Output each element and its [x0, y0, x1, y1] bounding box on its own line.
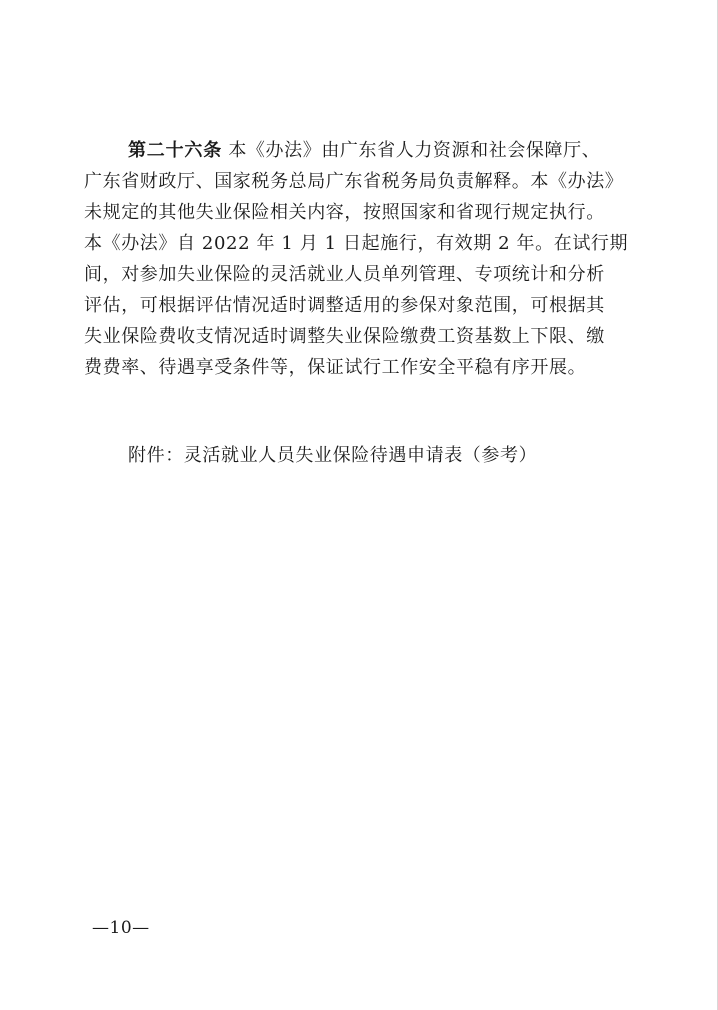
attachment-note: 附件：灵活就业人员失业保险待遇申请表（参考） [128, 445, 538, 466]
article-text-line: 本《办法》自 2022 年 1 月 1 日起施行，有效期 2 年。在试行期 [84, 233, 629, 254]
page-number: —10— [92, 918, 150, 938]
article-text-line: 广东省财政厅、国家税务总局广东省税务局负责解释。本《办法》 [84, 171, 624, 192]
article-first-line [84, 135, 644, 166]
article-text-line: 本《办法》由广东省人力资源和社会保障厅、 [228, 140, 601, 161]
article-text-line: 间，对参加失业保险的灵活就业人员单列管理、专项统计和分析 [84, 264, 605, 285]
article-text-line: 未规定的其他失业保险相关内容，按照国家和省现行规定执行。 [84, 202, 605, 223]
article-heading: 第二十六条 [128, 140, 222, 161]
article-26 [84, 135, 644, 383]
article-text-line: 费费率、待遇享受条件等，保证试行工作安全平稳有序开展。 [84, 357, 587, 378]
article-text-line: 失业保险费收支情况适时调整失业保险缴费工资基数上下限、缴 [84, 326, 605, 347]
article-text-line: 评估，可根据评估情况适时调整适用的参保对象范围，可根据其 [84, 295, 605, 316]
